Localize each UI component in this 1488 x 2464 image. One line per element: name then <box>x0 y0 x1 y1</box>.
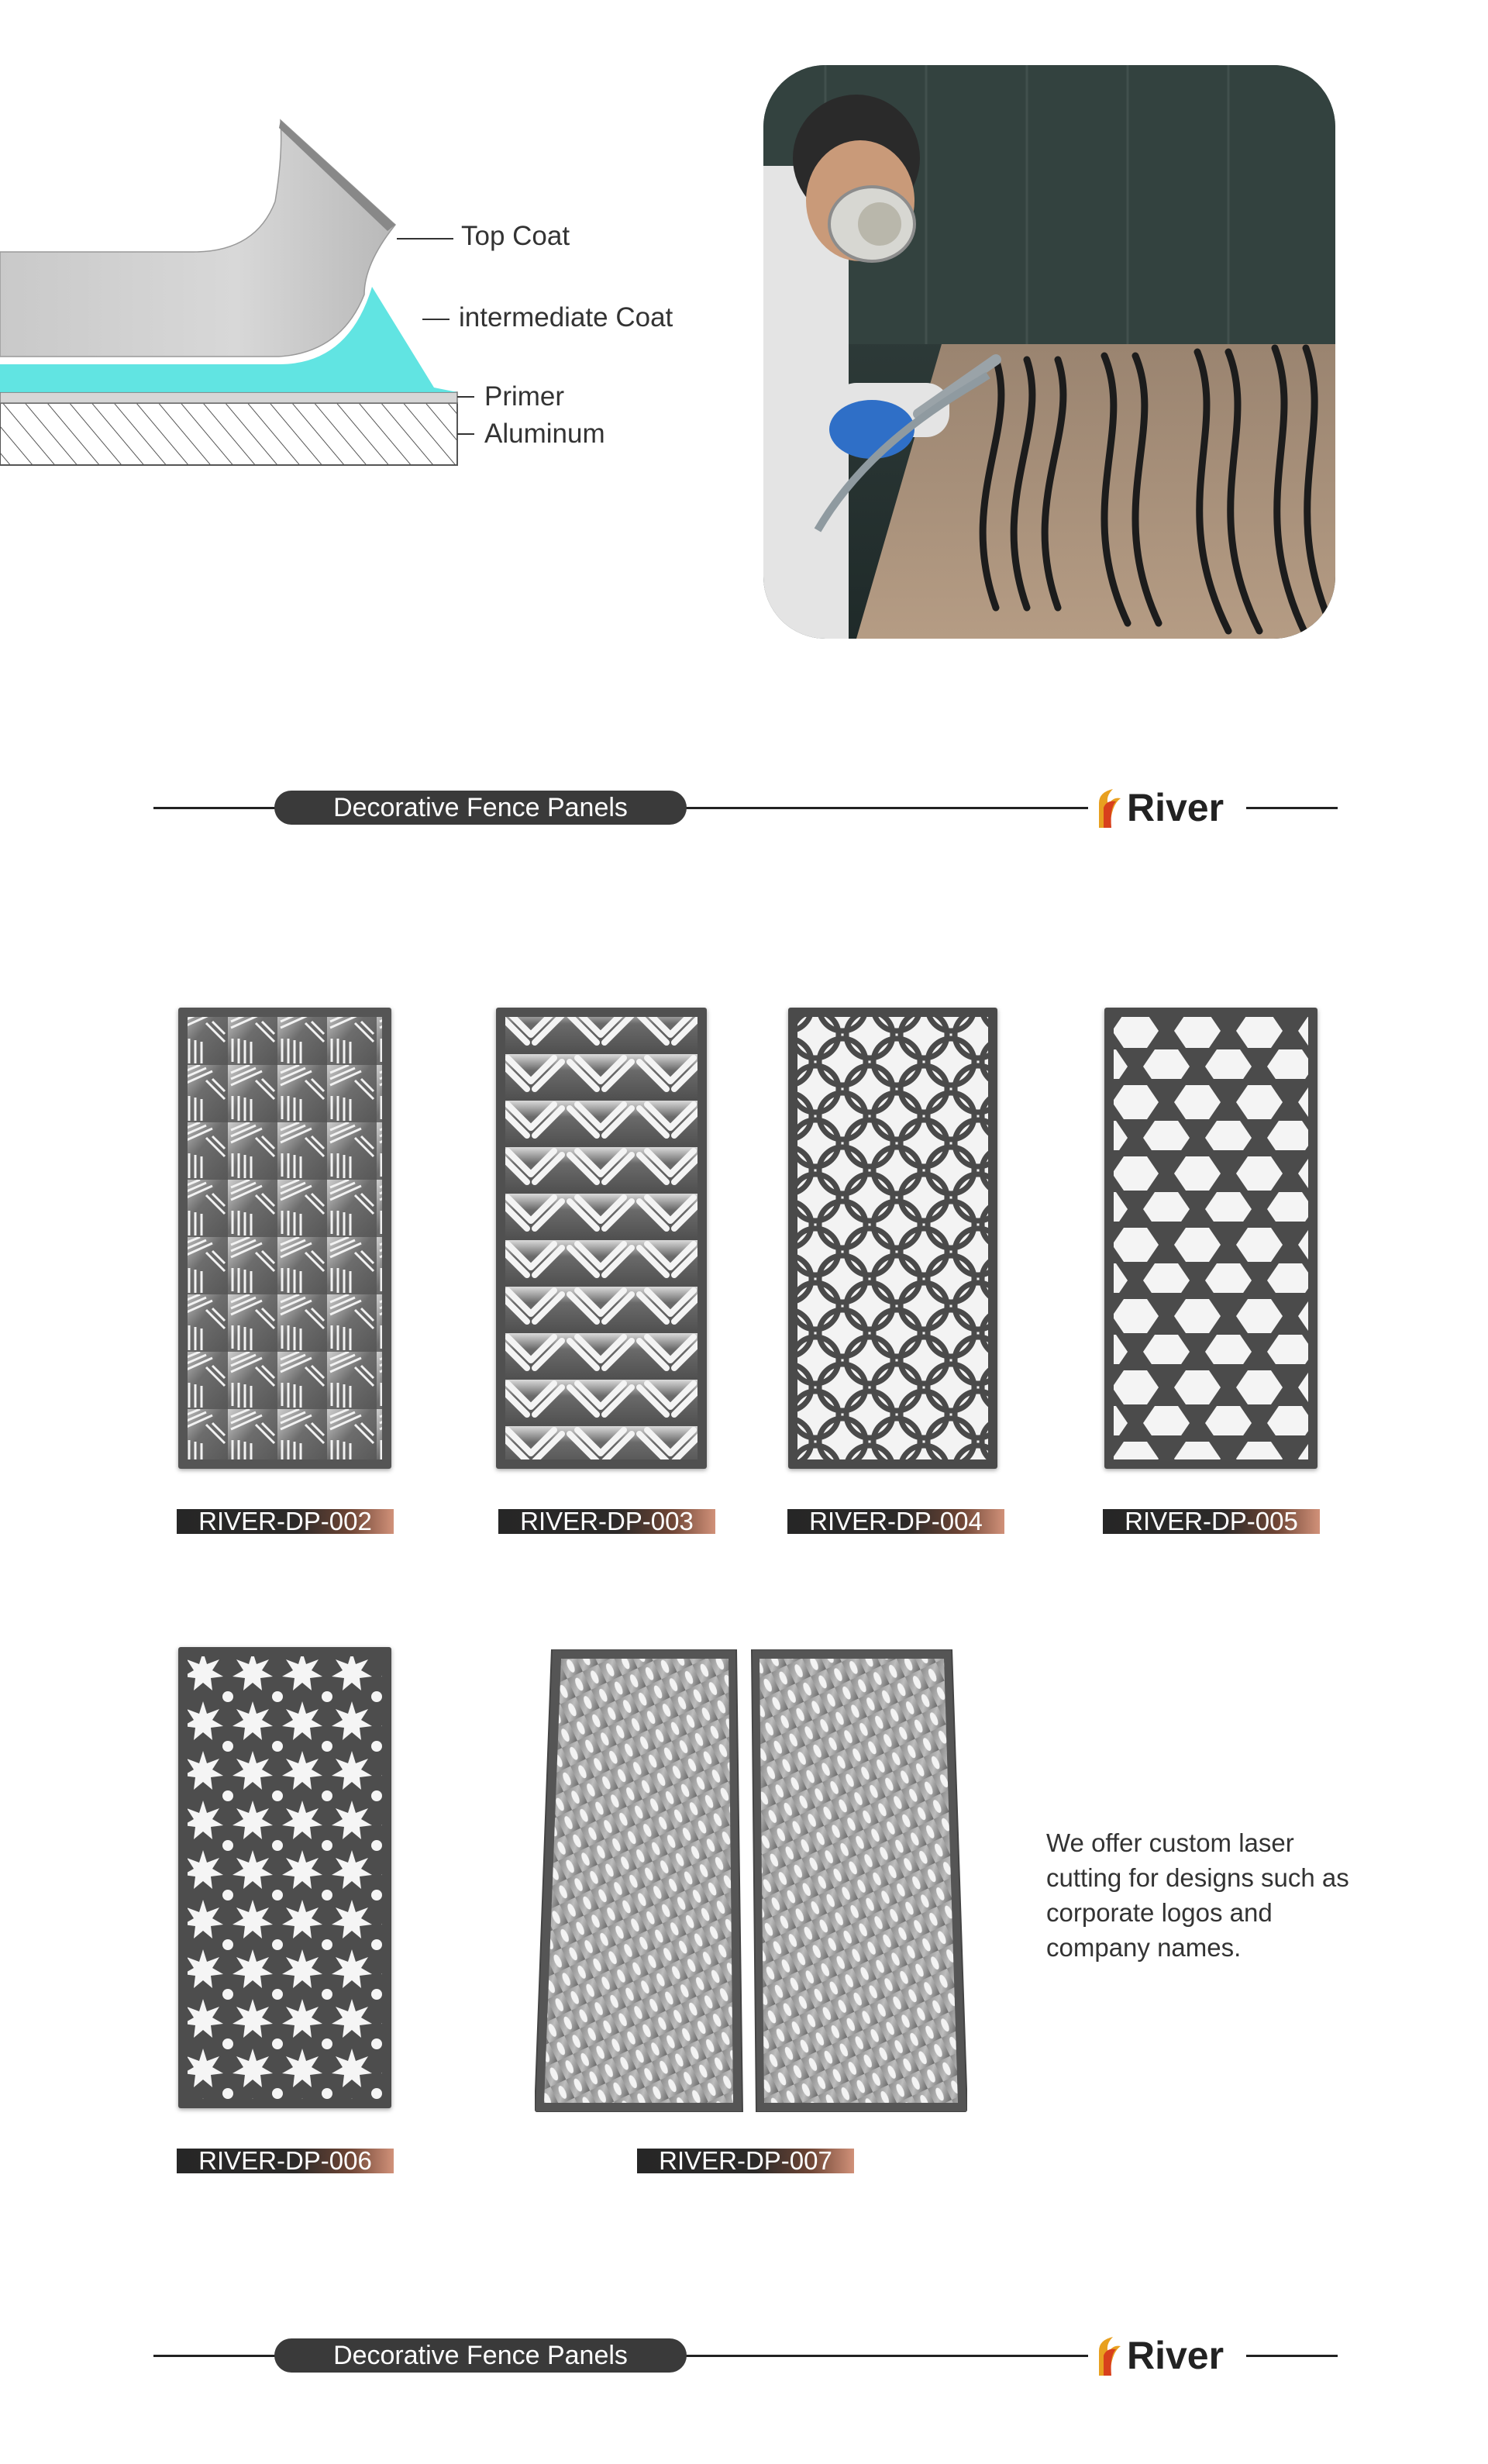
circles-pattern <box>788 1008 997 1469</box>
stars-pattern <box>178 1647 391 2108</box>
brand-name: River <box>1127 2334 1224 2377</box>
header-rule-right <box>1246 2355 1338 2357</box>
code-tag-dp-002: RIVER-DP-002 <box>177 1509 394 1534</box>
intermediate-coat-label: intermediate Coat <box>459 302 673 333</box>
header-rule-left <box>153 2355 277 2357</box>
panel-image-dp-007 <box>535 1649 967 2112</box>
code-tag-dp-006: RIVER-DP-006 <box>177 2149 394 2173</box>
river-brand-logo <box>1093 2332 1240 2379</box>
hexagons-pattern <box>1104 1008 1318 1469</box>
river-flame-logo-icon <box>1093 786 1124 829</box>
header-rule-left <box>153 807 277 809</box>
section-title: Decorative Fence Panels <box>274 791 687 825</box>
section-header-decorative-fence-panels-bottom <box>153 2334 1338 2377</box>
header-rule-middle <box>685 2355 1088 2357</box>
river-brand-logo <box>1093 784 1240 831</box>
panel-image-dp-002 <box>178 1008 391 1469</box>
aluminum-label: Aluminum <box>484 419 605 449</box>
panel-image-dp-003 <box>496 1008 707 1469</box>
code-tag-dp-005: RIVER-DP-005 <box>1103 1509 1320 1534</box>
spray-coating-photo <box>763 65 1335 639</box>
custom-laser-cutting-note: We offer custom laser cutting for designs such as corporate logos and company names. <box>1046 1828 1349 1962</box>
header-rule-middle <box>685 807 1088 809</box>
panel-image-dp-006 <box>178 1647 391 2108</box>
brand-name: River <box>1127 786 1224 829</box>
worker-spraying-panel-image <box>763 65 1335 639</box>
cube-lines-pattern <box>178 1008 391 1469</box>
section-header-decorative-fence-panels <box>153 786 1338 829</box>
chevron-pattern <box>496 1008 707 1469</box>
top-coat-label: Top Coat <box>461 221 570 251</box>
section-title: Decorative Fence Panels <box>274 2338 687 2373</box>
header-rule-right <box>1246 807 1338 809</box>
code-tag-dp-003: RIVER-DP-003 <box>498 1509 715 1534</box>
code-tag-dp-007: RIVER-DP-007 <box>637 2149 854 2173</box>
primer-label: Primer <box>484 381 565 412</box>
code-tag-dp-004: RIVER-DP-004 <box>787 1509 1004 1534</box>
coating-layers-diagram <box>0 109 698 496</box>
panel-image-dp-005 <box>1104 1008 1318 1469</box>
panel-image-dp-004 <box>788 1008 997 1469</box>
wave-dots-pattern <box>535 1649 967 2112</box>
river-flame-logo-icon <box>1093 2334 1124 2377</box>
